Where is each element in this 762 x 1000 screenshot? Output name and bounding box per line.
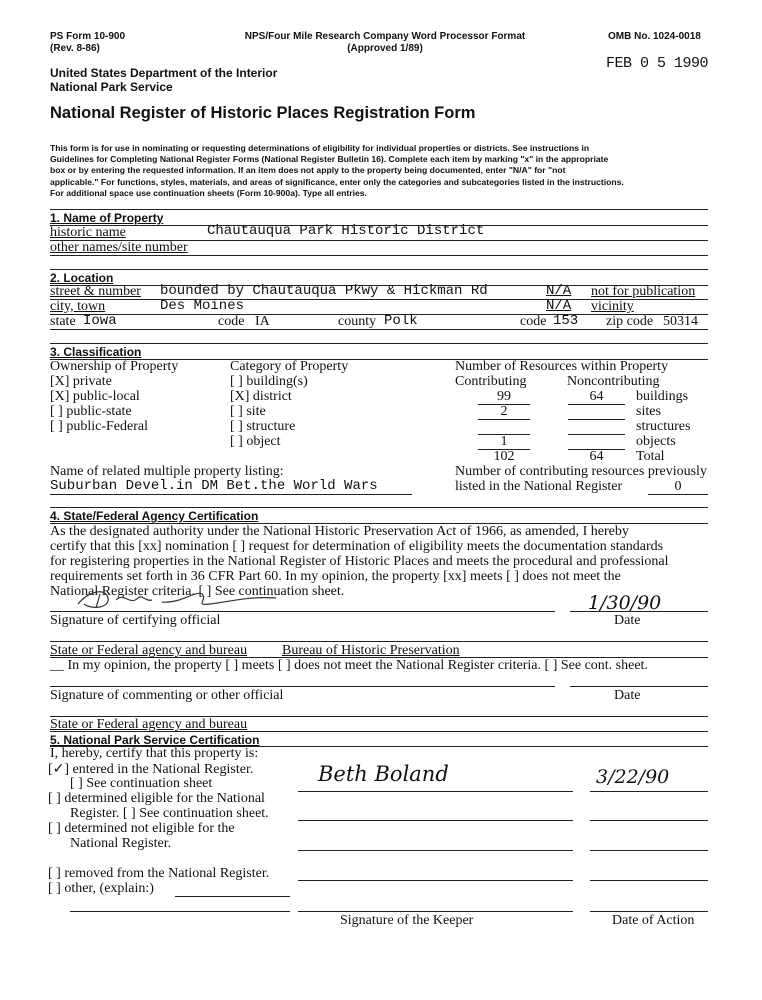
explain-line <box>175 896 290 897</box>
contributing-objects[interactable]: 1 <box>478 434 530 450</box>
instructions-line: box or by entering the requested information. If an item does not apply to the property being documented, enter "N/A" for "not <box>50 165 566 176</box>
category-option-object[interactable]: [ ] object <box>230 434 281 449</box>
historic-name-value[interactable]: Chautauqua Park Historic District <box>207 223 485 239</box>
received-date-stamp: FEB 0 5 1990 <box>606 55 709 72</box>
zip-label: zip code <box>606 314 654 329</box>
city-label: city, town <box>50 299 106 314</box>
certifying-date[interactable]: 1/30/90 <box>588 592 662 614</box>
signature-certifying-label: Signature of certifying official <box>50 613 221 628</box>
section-3-heading: 3. Classification <box>50 345 142 359</box>
date-line <box>570 686 708 687</box>
certification-line: requirements set forth in 36 CFR Part 60. In my opinion, the property [xx] meets [ ] does not meet the <box>50 569 621 584</box>
format-line-2: (Approved 1/89) <box>347 43 423 54</box>
action-date-line <box>590 911 708 912</box>
option-entered[interactable]: [✓] entered in the National Register. <box>48 762 254 777</box>
action-date-line <box>590 791 708 792</box>
contributing-sites[interactable]: 2 <box>478 404 530 420</box>
section-5-heading: 5. National Park Service Certification <box>50 733 260 747</box>
category-header: Category of Property <box>230 359 349 374</box>
county-label: county <box>338 314 377 329</box>
omb-number: OMB No. 1024-0018 <box>608 31 701 42</box>
category-option-buildings[interactable]: [ ] building(s) <box>230 374 308 389</box>
action-date-line <box>590 850 708 851</box>
section-divider <box>50 209 708 210</box>
keeper-line <box>298 791 573 792</box>
rule <box>50 329 708 330</box>
state-code-label: code <box>218 314 245 329</box>
noncontributing-label: Noncontributing <box>567 374 660 389</box>
street-value[interactable]: bounded by Chautauqua Pkwy & Hickman Rd <box>160 283 488 299</box>
keeper-signature[interactable]: Beth Boland <box>318 762 449 786</box>
option-determined-not-eligible[interactable]: [ ] determined not eligible for the <box>48 821 235 836</box>
county-code-value[interactable]: 153 <box>553 313 579 329</box>
contributing-buildings[interactable]: 99 <box>478 389 530 405</box>
ownership-option-private[interactable]: [X] private <box>50 374 112 389</box>
section-2-heading: 2. Location <box>50 271 114 285</box>
option-other[interactable]: [ ] other, (explain:) <box>48 881 154 896</box>
state-label: state <box>50 314 76 329</box>
date-label: Date <box>614 688 641 703</box>
action-date[interactable]: 3/22/90 <box>596 766 670 788</box>
noncontributing-buildings[interactable]: 64 <box>568 389 625 405</box>
department-name: United States Department of the Interior <box>50 66 278 80</box>
certifying-official-signature <box>70 584 290 614</box>
ownership-option-public-federal[interactable]: [ ] public-Federal <box>50 419 148 434</box>
certification-line: for registering properties in the National Register of Historic Places and meets the procedural and professional <box>50 554 669 569</box>
instructions-line: This form is for use in nominating or requesting determinations of eligibility for individual properties or districts. See instructions in <box>50 143 590 153</box>
county-code-label: code <box>520 314 547 329</box>
agency-bureau-value[interactable]: Bureau of Historic Preservation <box>282 643 460 658</box>
noncontributing-structures[interactable] <box>568 419 625 435</box>
date-label: Date <box>614 613 641 628</box>
previously-listed-value[interactable]: 0 <box>648 479 708 495</box>
vicinity-na[interactable]: N/A <box>546 298 572 314</box>
category-option-site[interactable]: [ ] site <box>230 404 266 419</box>
category-list <box>230 359 348 449</box>
action-date-line <box>590 880 708 881</box>
resource-type-total: Total <box>636 449 665 464</box>
service-name: National Park Service <box>50 80 173 94</box>
explain-line <box>70 911 290 912</box>
keeper-line <box>298 850 573 851</box>
nps-intro: I, hereby, certify that this property is: <box>50 746 259 761</box>
format-line-1: NPS/Four Mile Research Company Word Processor Format <box>244 31 526 42</box>
option-removed[interactable]: [ ] removed from the National Register. <box>48 866 270 881</box>
contributing-label: Contributing <box>455 374 527 389</box>
county-value[interactable]: Polk <box>384 313 418 329</box>
keeper-line <box>298 911 573 912</box>
section-1-heading: 1. Name of Property <box>50 211 164 225</box>
rule <box>50 255 708 256</box>
vicinity-label: vicinity <box>591 299 634 314</box>
state-code-value[interactable]: IA <box>255 314 270 329</box>
other-names-label: other names/site number <box>50 240 188 255</box>
signature-line <box>50 611 555 612</box>
ownership-option-public-state[interactable]: [ ] public-state <box>50 404 132 419</box>
state-value[interactable]: Iowa <box>83 313 117 329</box>
previously-listed-line2: listed in the National Register <box>455 479 623 494</box>
form-title: National Register of Historic Places Registration Form <box>50 104 476 122</box>
previously-listed-line1: Number of contributing resources previously <box>455 464 707 479</box>
agency-bureau-label: State or Federal agency and bureau <box>50 643 248 658</box>
section-divider <box>50 731 708 732</box>
instructions-line: For additional space use continuation sheets (Form 10-900a). Type all entries. <box>50 187 367 198</box>
keeper-signature-label: Signature of the Keeper <box>340 913 474 928</box>
section-divider <box>50 343 708 344</box>
section-divider <box>50 507 708 508</box>
street-label: street & number <box>50 284 141 299</box>
multiple-property-value[interactable]: Suburban Devel.in DM Bet.the World Wars <box>50 478 412 495</box>
not-for-publication-label: not for publication <box>591 284 696 299</box>
ownership-header: Ownership of Property <box>50 359 179 374</box>
opinion-line: __ In my opinion, the property [ ] meets [ ] does not meet the National Register criteria. [ ] See cont. sheet. <box>50 658 648 673</box>
action-date-line <box>590 820 708 821</box>
certification-line: National Register criteria. [ ] See continuation sheet. <box>50 584 345 599</box>
keeper-line <box>298 820 573 821</box>
section-4-heading: 4. State/Federal Agency Certification <box>50 509 259 523</box>
noncontributing-objects[interactable] <box>568 434 625 450</box>
ownership-option-public-local[interactable]: [X] public-local <box>50 389 140 404</box>
noncontributing-total[interactable]: 64 <box>589 449 604 464</box>
certification-line: As the designated authority under the National Historic Preservation Act of 1966, as amended, I hereby <box>50 524 629 539</box>
contributing-total[interactable]: 102 <box>493 449 515 464</box>
category-option-structure[interactable]: [ ] structure <box>230 419 296 434</box>
resources-header: Number of Resources within Property <box>455 359 669 374</box>
instructions-line: applicable." For functions, styles, materials, and areas of significance, enter only the categories and subcategories listed in the instructions. <box>50 176 624 187</box>
option-determined-eligible[interactable]: [ ] determined eligible for the National <box>48 791 265 806</box>
signature-line <box>50 686 555 687</box>
instructions-line: Guidelines for Completing National Register Forms (National Register Bulletin 16). Complete each item by marking "x" in the appropriate <box>50 154 609 165</box>
ownership-list <box>50 359 178 434</box>
agency-bureau-label-2: State or Federal agency and bureau <box>50 717 248 732</box>
option-entered-continuation[interactable]: [ ] See continuation sheet <box>70 776 213 791</box>
resource-type-buildings: buildings <box>636 389 689 404</box>
resource-type-objects: objects <box>636 434 676 449</box>
option-determined-eligible-continuation[interactable]: Register. [ ] See continuation sheet. <box>70 806 269 821</box>
form-number: PS Form 10-900 <box>50 31 126 42</box>
keeper-line <box>298 880 573 881</box>
option-determined-not-eligible-line2: National Register. <box>70 836 172 851</box>
city-value[interactable]: Des Moines <box>160 298 245 314</box>
not-for-publication-na[interactable]: N/A <box>546 283 572 299</box>
rule <box>50 641 708 642</box>
resource-type-sites: sites <box>636 404 661 419</box>
category-option-district[interactable]: [X] district <box>230 389 292 404</box>
section-divider <box>50 269 708 270</box>
form-revision: (Rev. 8-86) <box>50 43 100 54</box>
date-of-action-label: Date of Action <box>612 913 695 928</box>
zip-value[interactable]: 50314 <box>663 314 698 329</box>
resource-type-structures: structures <box>636 419 691 434</box>
certification-line: certify that this [xx] nomination [ ] request for determination of eligibility meets the documentation standards <box>50 539 664 554</box>
historic-name-label: historic name <box>50 225 126 240</box>
noncontributing-sites[interactable] <box>568 404 625 420</box>
date-line <box>570 611 708 612</box>
contributing-structures[interactable] <box>478 419 530 435</box>
form-instructions <box>50 143 624 199</box>
signature-commenting-label: Signature of commenting or other official <box>50 688 284 703</box>
multiple-property-label: Name of related multiple property listing: <box>50 464 284 479</box>
